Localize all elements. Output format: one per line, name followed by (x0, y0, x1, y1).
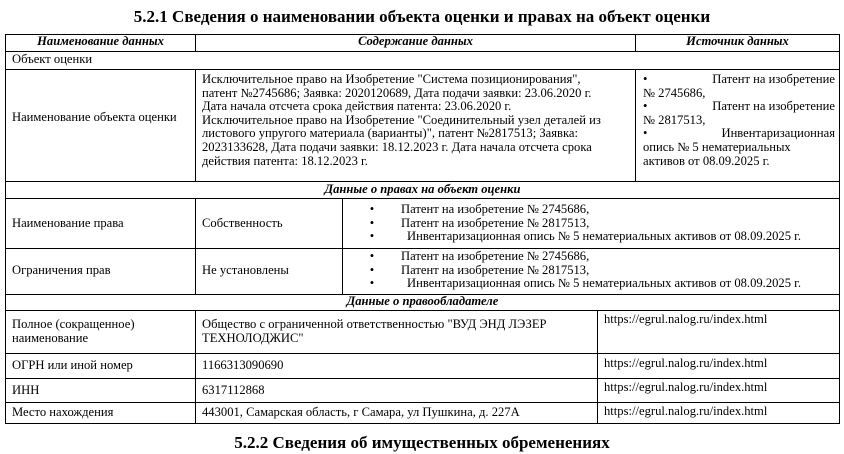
owner-full-name-source: https://egrul.nalog.ru/index.html (604, 313, 768, 326)
bullet: • (643, 99, 648, 114)
content-line: листового упругого материала (варианты)", патент №2817513; Заявка: (202, 126, 579, 141)
source-item: Патент на изобретение № 2745686, (401, 250, 590, 263)
content-line: Исключительное право на Изобретение "Соединительный узел деталей из (202, 112, 601, 127)
owner-location-source: https://egrul.nalog.ru/index.html (604, 405, 768, 418)
owner-ogrn-value: 1166313090690 (202, 359, 284, 372)
source-item: Патент на изобретение (712, 73, 835, 86)
source-item: Патент на изобретение № 2817513, (401, 262, 590, 277)
section-title: 5.2.1 Сведения о наименовании объекта оценки и правах на объект оценки (133, 7, 711, 26)
restrictions-value: Не установлены (202, 264, 289, 277)
header-data-source: Источник данных (686, 35, 789, 48)
object-name-content (202, 73, 630, 181)
owner-inn-source: https://egrul.nalog.ru/index.html (604, 381, 768, 394)
header-data-name: Наименование данных (37, 35, 164, 48)
source-item: Инвентаризационная (721, 126, 835, 141)
source-item: Инвентаризационная опись № 5 нематериальных активов от 08.09.2025 г. (407, 276, 802, 291)
right-name-value: Собственность (202, 217, 283, 230)
content-line: действия патента: 18.12.2023 г. (202, 153, 368, 168)
content-line: 2023133628, Дата подачи заявки: 18.12.2023 г. Дата начала отсчета срока (202, 139, 592, 154)
owner-inn-value: 6317112868 (202, 384, 265, 397)
bullet: • (643, 126, 648, 141)
source-item: Патент на изобретение № 2817513, (401, 215, 590, 230)
source-item: Патент на изобретение (712, 99, 835, 114)
owner-ogrn-label: ОГРН или иной номер (12, 359, 133, 372)
bullet: • (643, 73, 648, 86)
owner-inn-label: ИНН (12, 384, 40, 397)
rights-section-header: Данные о правах на объект оценки (324, 183, 521, 196)
source-item: Инвентаризационная опись № 5 нематериальных активов от 08.09.2025 г. (407, 229, 802, 244)
right-name-label: Наименование права (12, 217, 124, 230)
header-data-content: Содержание данных (358, 35, 473, 48)
content-line: Дата начала отсчета срока действия патента: 23.06.2020 г. (202, 99, 512, 114)
content-line: Исключительное право на Изобретение "Система позиционирования", (202, 73, 581, 86)
owner-location-label: Место нахождения (12, 406, 114, 419)
source-item: опись № 5 нематериальных активов от 08.09.2025 г. (643, 139, 791, 168)
content-line: патент №2745686; Заявка: 2020120689, Дата подачи заявки: 23.06.2020 г. (202, 85, 592, 100)
source-item: № 2817513, (643, 112, 706, 127)
right-name-sources (343, 203, 839, 247)
owner-section-header: Данные о правообладателе (346, 295, 499, 308)
object-name-sources (643, 73, 835, 181)
bullet: • (369, 276, 375, 291)
next-section-title: 5.2.2 Сведения об имущественных обременениях (234, 433, 610, 452)
object-name-label: Наименование объекта оценки (12, 111, 177, 124)
bullet: • (369, 262, 375, 277)
restrictions-sources (343, 250, 839, 294)
source-item: № 2745686, (643, 85, 706, 100)
owner-location-value: 443001, Самарская область, г Самара, ул Пушкина, д. 227А (202, 406, 520, 419)
restrictions-label: Ограничения прав (12, 264, 111, 277)
owner-ogrn-source: https://egrul.nalog.ru/index.html (604, 357, 768, 370)
object-label: Объект оценки (12, 53, 93, 66)
bullet: • (369, 250, 375, 263)
bullet: • (369, 215, 375, 230)
bullet: • (369, 203, 375, 216)
source-item: Патент на изобретение № 2745686, (401, 203, 590, 216)
bullet: • (369, 229, 375, 244)
owner-full-name-label: Полное (сокращенное) наименование (12, 318, 135, 345)
owner-full-name-value: Общество с ограниченной ответственностью "ВУД ЭНД ЛЭЗЕР ТЕХНОЛОДЖИС" (202, 318, 547, 345)
